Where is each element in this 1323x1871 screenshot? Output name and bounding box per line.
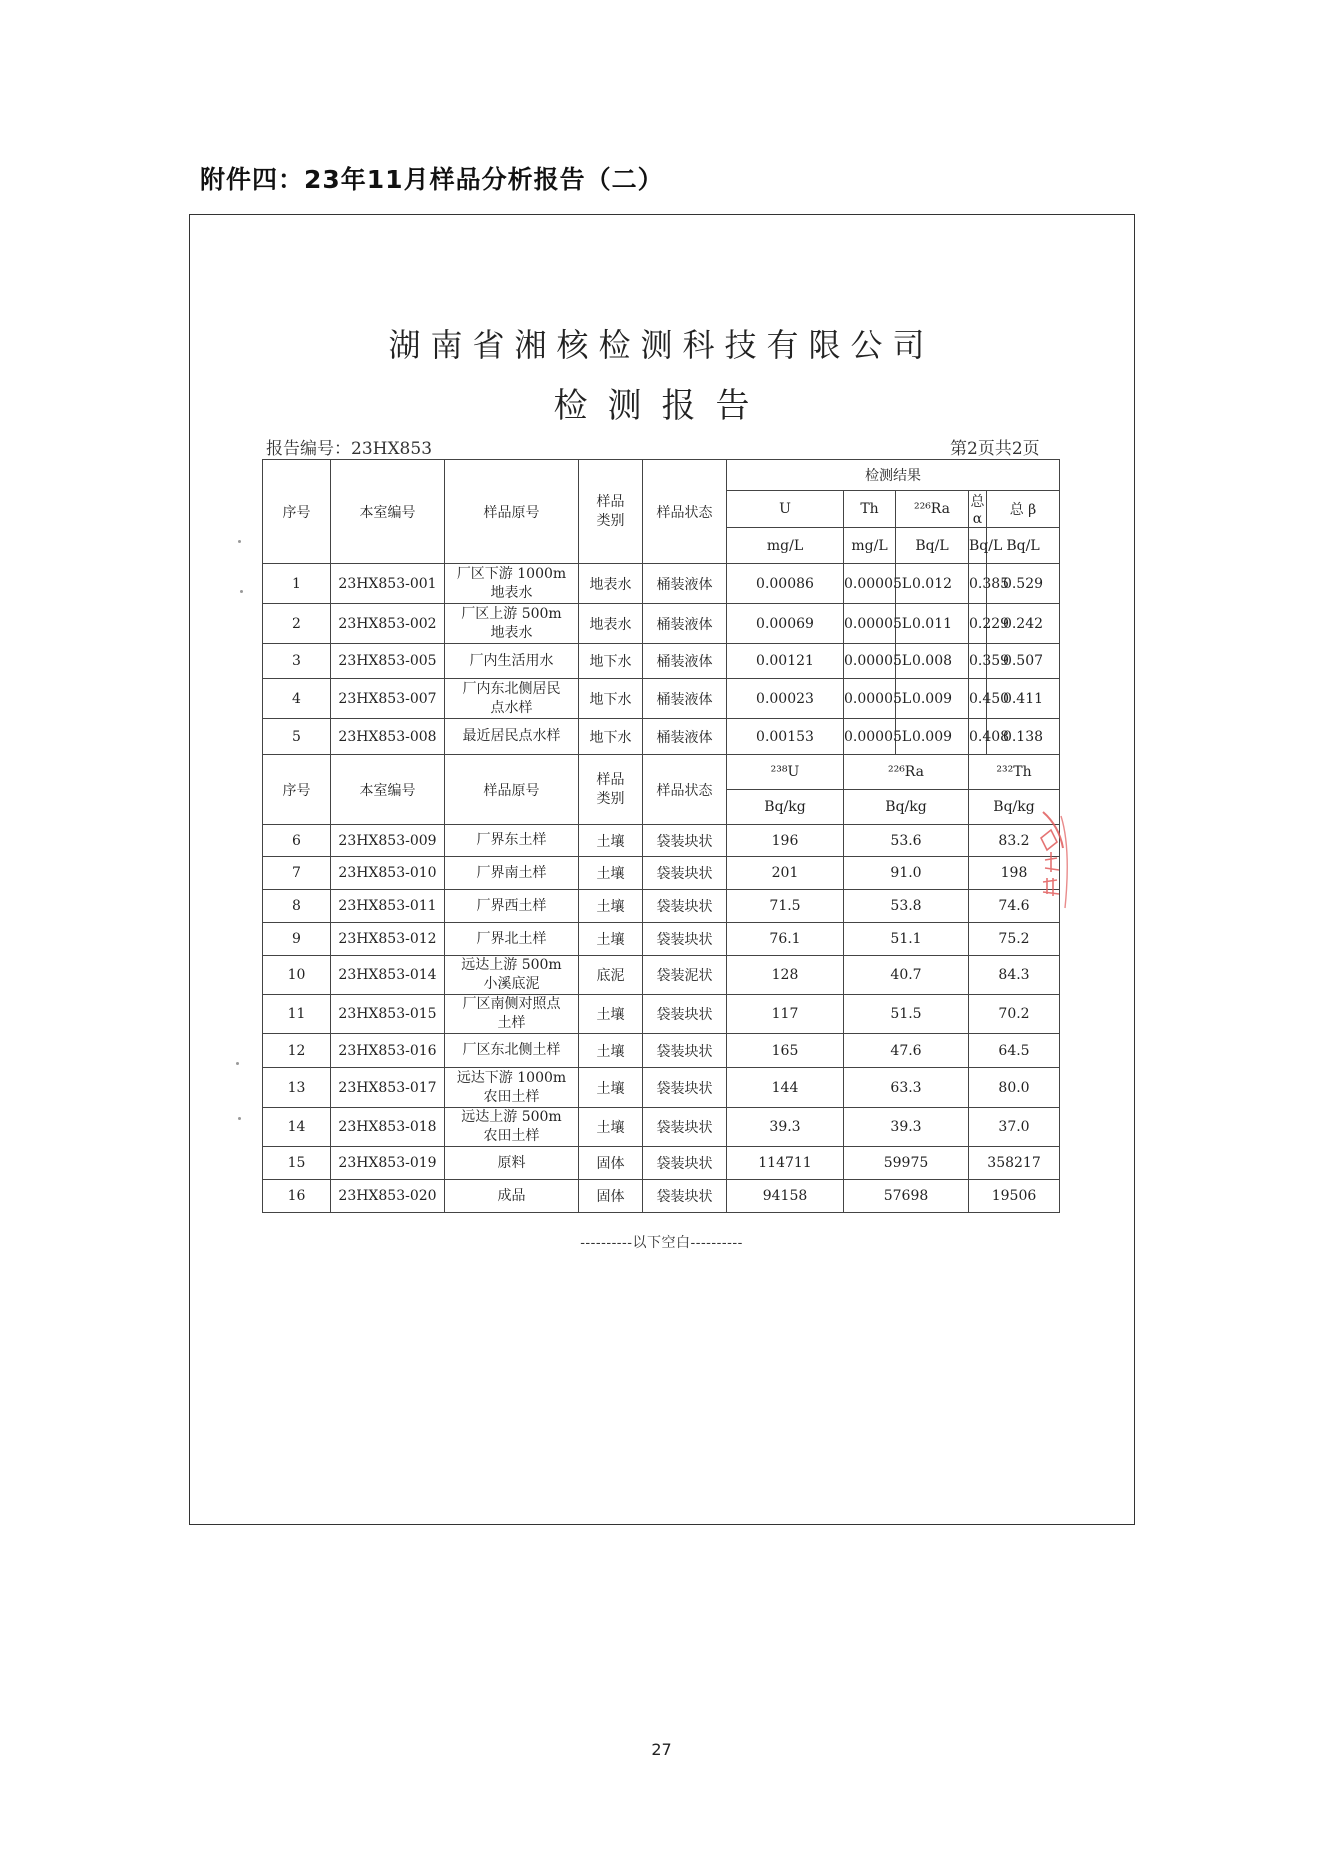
cell-category: 土壤 — [579, 923, 643, 956]
table-row — [263, 564, 1060, 604]
cell-beta: 0.138 — [987, 719, 1060, 755]
col-th232: ²³²Th — [969, 755, 1060, 790]
cell-ra226: 40.7 — [844, 956, 969, 995]
cell-lab-no: 23HX853-009 — [331, 825, 445, 857]
cell-ra226: 51.5 — [844, 995, 969, 1034]
unit-ra226: Bq/L — [896, 528, 969, 564]
unit-u238: Bq/kg — [727, 790, 844, 825]
cell-category: 地下水 — [579, 719, 643, 755]
cell-th232: 198 — [969, 857, 1060, 890]
header-state: 样品状态 — [643, 460, 727, 564]
table-row — [263, 857, 1060, 890]
cell-state: 袋装块状 — [643, 825, 727, 857]
cell-state: 桶装液体 — [643, 604, 727, 644]
cell-seq: 16 — [263, 1180, 331, 1213]
end-marker: ----------以下空白---------- — [580, 1235, 743, 1251]
cell-u238: 39.3 — [727, 1108, 844, 1147]
cell-ra226: 51.1 — [844, 923, 969, 956]
cell-orig-no: 厂界西土样 — [445, 890, 579, 923]
cell-seq: 10 — [263, 956, 331, 995]
cell-beta: 0.411 — [987, 679, 1060, 719]
cell-beta: 0.507 — [987, 644, 1060, 679]
report-title: 检测报告 — [553, 386, 770, 426]
header-lab-no: 本室编号 — [331, 755, 445, 825]
header-orig-no: 样品原号 — [445, 460, 579, 564]
table-row — [263, 719, 1060, 755]
cell-orig-no: 远达上游 500m 小溪底泥 — [445, 956, 579, 995]
cell-th: 0.00005L — [844, 679, 896, 719]
cell-orig-no: 原料 — [445, 1147, 579, 1180]
cell-lab-no: 23HX853-012 — [331, 923, 445, 956]
cell-u238: 117 — [727, 995, 844, 1034]
cell-th232: 64.5 — [969, 1034, 1060, 1068]
cell-lab-no: 23HX853-018 — [331, 1108, 445, 1147]
cell-u238: 71.5 — [727, 890, 844, 923]
cell-alpha: 0.385 — [969, 564, 987, 604]
cell-ra226: 39.3 — [844, 1108, 969, 1147]
table-row — [263, 1034, 1060, 1068]
cell-lab-no: 23HX853-002 — [331, 604, 445, 644]
cell-orig-no: 厂区下游 1000m 地表水 — [445, 564, 579, 604]
table-row — [263, 825, 1060, 857]
cell-state: 桶装液体 — [643, 679, 727, 719]
company-name: 湖南省湘核检测科技有限公司 — [388, 326, 935, 364]
table-row — [263, 956, 1060, 995]
cell-ra226: 0.011 — [896, 604, 969, 644]
cell-ra226: 63.3 — [844, 1068, 969, 1108]
cell-state: 袋装块状 — [643, 890, 727, 923]
cell-seq: 5 — [263, 719, 331, 755]
scan-speck — [240, 590, 243, 593]
cell-state: 桶装液体 — [643, 644, 727, 679]
cell-orig-no: 厂界南土样 — [445, 857, 579, 890]
red-seal-stamp-fragment — [1037, 808, 1077, 920]
table-row — [263, 1108, 1060, 1147]
soil-header-row — [263, 755, 1060, 790]
cell-th232: 19506 — [969, 1180, 1060, 1213]
col-total-alpha: 总 α — [969, 491, 987, 528]
cell-category: 地下水 — [579, 644, 643, 679]
table-row — [263, 890, 1060, 923]
cell-category: 地下水 — [579, 679, 643, 719]
cell-category: 土壤 — [579, 1068, 643, 1108]
cell-state: 袋装块状 — [643, 1068, 727, 1108]
cell-ra226: 91.0 — [844, 857, 969, 890]
cell-th232: 84.3 — [969, 956, 1060, 995]
cell-th: 0.00005L — [844, 719, 896, 755]
table-row — [263, 604, 1060, 644]
cell-orig-no: 厂区南侧对照点 土样 — [445, 995, 579, 1034]
scan-speck — [236, 1062, 239, 1065]
cell-orig-no: 厂区上游 500m 地表水 — [445, 604, 579, 644]
cell-orig-no: 厂界北土样 — [445, 923, 579, 956]
cell-state: 袋装块状 — [643, 1147, 727, 1180]
cell-ra226: 0.009 — [896, 679, 969, 719]
cell-ra226: 47.6 — [844, 1034, 969, 1068]
col-th: Th — [844, 491, 896, 528]
unit-alpha: Bq/L — [969, 528, 987, 564]
cell-seq: 9 — [263, 923, 331, 956]
cell-seq: 11 — [263, 995, 331, 1034]
cell-th232: 37.0 — [969, 1108, 1060, 1147]
cell-lab-no: 23HX853-007 — [331, 679, 445, 719]
cell-orig-no: 厂区东北侧土样 — [445, 1034, 579, 1068]
cell-th: 0.00005L — [844, 604, 896, 644]
table-row — [263, 644, 1060, 679]
report-number: 报告编号：23HX853 — [266, 439, 433, 459]
cell-lab-no: 23HX853-011 — [331, 890, 445, 923]
table-row — [263, 679, 1060, 719]
header-category: 样品 类别 — [579, 460, 643, 564]
cell-u238: 76.1 — [727, 923, 844, 956]
cell-ra226: 53.6 — [844, 825, 969, 857]
cell-lab-no: 23HX853-005 — [331, 644, 445, 679]
cell-th232: 75.2 — [969, 923, 1060, 956]
cell-u: 0.00069 — [727, 604, 844, 644]
cell-u: 0.00086 — [727, 564, 844, 604]
cell-u: 0.00121 — [727, 644, 844, 679]
cell-lab-no: 23HX853-017 — [331, 1068, 445, 1108]
unit-th232: Bq/kg — [969, 790, 1060, 825]
table-row — [263, 1147, 1060, 1180]
cell-u238: 196 — [727, 825, 844, 857]
cell-orig-no: 成品 — [445, 1180, 579, 1213]
cell-seq: 14 — [263, 1108, 331, 1147]
attachment-title: 附件四：23年11月样品分析报告（二） — [200, 165, 664, 194]
water-header-row — [263, 460, 1060, 491]
cell-th232: 80.0 — [969, 1068, 1060, 1108]
cell-category: 底泥 — [579, 956, 643, 995]
unit-th: mg/L — [844, 528, 896, 564]
cell-category: 土壤 — [579, 825, 643, 857]
cell-u238: 94158 — [727, 1180, 844, 1213]
header-lab-no: 本室编号 — [331, 460, 445, 564]
cell-category: 土壤 — [579, 857, 643, 890]
header-category: 样品 类别 — [579, 755, 643, 825]
cell-state: 桶装液体 — [643, 564, 727, 604]
cell-u238: 114711 — [727, 1147, 844, 1180]
cell-orig-no: 远达下游 1000m 农田土样 — [445, 1068, 579, 1108]
cell-ra226: 57698 — [844, 1180, 969, 1213]
cell-seq: 3 — [263, 644, 331, 679]
cell-seq: 2 — [263, 604, 331, 644]
cell-u238: 165 — [727, 1034, 844, 1068]
cell-category: 土壤 — [579, 890, 643, 923]
scan-speck — [238, 540, 241, 543]
unit-ra226: Bq/kg — [844, 790, 969, 825]
cell-category: 地表水 — [579, 604, 643, 644]
cell-orig-no: 厂界东土样 — [445, 825, 579, 857]
cell-seq: 4 — [263, 679, 331, 719]
table-row — [263, 995, 1060, 1034]
cell-th: 0.00005L — [844, 564, 896, 604]
col-u: U — [727, 491, 844, 528]
cell-category: 固体 — [579, 1180, 643, 1213]
cell-category: 土壤 — [579, 1108, 643, 1147]
cell-u: 0.00153 — [727, 719, 844, 755]
cell-state: 桶装液体 — [643, 719, 727, 755]
results-table — [262, 459, 1060, 1213]
cell-lab-no: 23HX853-016 — [331, 1034, 445, 1068]
cell-orig-no: 最近居民点水样 — [445, 719, 579, 755]
scan-speck — [238, 1117, 241, 1120]
cell-seq: 8 — [263, 890, 331, 923]
cell-u: 0.00023 — [727, 679, 844, 719]
cell-state: 袋装块状 — [643, 1034, 727, 1068]
cell-u238: 128 — [727, 956, 844, 995]
cell-ra226: 0.012 — [896, 564, 969, 604]
header-orig-no: 样品原号 — [445, 755, 579, 825]
unit-u: mg/L — [727, 528, 844, 564]
cell-category: 地表水 — [579, 564, 643, 604]
cell-alpha: 0.408 — [969, 719, 987, 755]
header-seq: 序号 — [263, 755, 331, 825]
cell-category: 土壤 — [579, 1034, 643, 1068]
cell-seq: 12 — [263, 1034, 331, 1068]
col-total-beta: 总 β — [987, 491, 1060, 528]
cell-ra226: 0.009 — [896, 719, 969, 755]
cell-seq: 6 — [263, 825, 331, 857]
unit-beta: Bq/L — [987, 528, 1060, 564]
header-state: 样品状态 — [643, 755, 727, 825]
cell-seq: 13 — [263, 1068, 331, 1108]
cell-beta: 0.529 — [987, 564, 1060, 604]
cell-seq: 15 — [263, 1147, 331, 1180]
cell-state: 袋装块状 — [643, 1108, 727, 1147]
col-u238: ²³⁸U — [727, 755, 844, 790]
cell-orig-no: 远达上游 500m 农田土样 — [445, 1108, 579, 1147]
cell-th232: 70.2 — [969, 995, 1060, 1034]
cell-u238: 144 — [727, 1068, 844, 1108]
cell-ra226: 0.008 — [896, 644, 969, 679]
cell-state: 袋装泥状 — [643, 956, 727, 995]
cell-th232: 358217 — [969, 1147, 1060, 1180]
col-ra226: ²²⁶Ra — [896, 491, 969, 528]
cell-category: 土壤 — [579, 995, 643, 1034]
cell-lab-no: 23HX853-019 — [331, 1147, 445, 1180]
cell-beta: 0.242 — [987, 604, 1060, 644]
cell-orig-no: 厂内生活用水 — [445, 644, 579, 679]
page-info: 第2页共2页 — [950, 439, 1040, 459]
cell-state: 袋装块状 — [643, 1180, 727, 1213]
cell-state: 袋装块状 — [643, 923, 727, 956]
cell-th232: 74.6 — [969, 890, 1060, 923]
cell-seq: 1 — [263, 564, 331, 604]
table-row — [263, 923, 1060, 956]
cell-u238: 201 — [727, 857, 844, 890]
cell-lab-no: 23HX853-001 — [331, 564, 445, 604]
col-ra226: ²²⁶Ra — [844, 755, 969, 790]
table-row — [263, 1180, 1060, 1213]
cell-alpha: 0.450 — [969, 679, 987, 719]
cell-state: 袋装块状 — [643, 995, 727, 1034]
cell-th: 0.00005L — [844, 644, 896, 679]
cell-ra226: 59975 — [844, 1147, 969, 1180]
cell-th232: 83.2 — [969, 825, 1060, 857]
table-row — [263, 1068, 1060, 1108]
cell-lab-no: 23HX853-010 — [331, 857, 445, 890]
cell-seq: 7 — [263, 857, 331, 890]
header-seq: 序号 — [263, 460, 331, 564]
cell-lab-no: 23HX853-020 — [331, 1180, 445, 1213]
header-results: 检测结果 — [727, 460, 1060, 491]
cell-lab-no: 23HX853-014 — [331, 956, 445, 995]
cell-ra226: 53.8 — [844, 890, 969, 923]
cell-lab-no: 23HX853-015 — [331, 995, 445, 1034]
cell-state: 袋装块状 — [643, 857, 727, 890]
cell-orig-no: 厂内东北侧居民 点水样 — [445, 679, 579, 719]
cell-category: 固体 — [579, 1147, 643, 1180]
cell-alpha: 0.229 — [969, 604, 987, 644]
page-number: 27 — [651, 1740, 672, 1759]
cell-alpha: 0.359 — [969, 644, 987, 679]
cell-lab-no: 23HX853-008 — [331, 719, 445, 755]
